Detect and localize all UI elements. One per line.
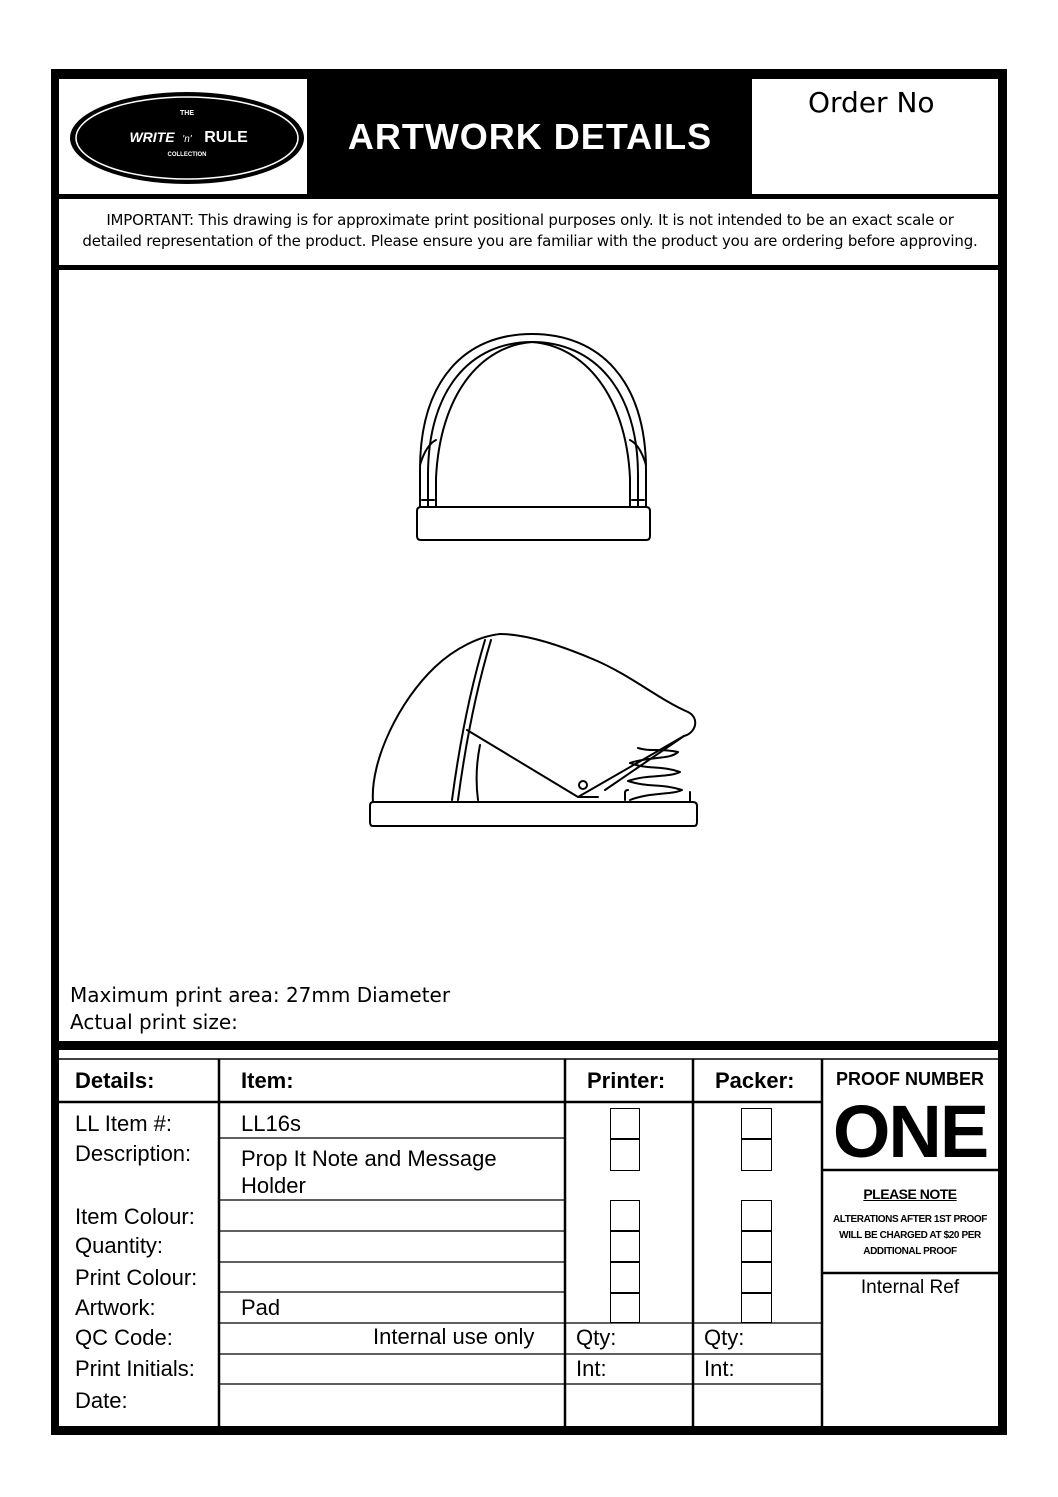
printer-check-3[interactable] bbox=[610, 1200, 640, 1231]
packer-check-3[interactable] bbox=[741, 1200, 772, 1231]
artwork-label: Artwork: bbox=[75, 1295, 156, 1320]
description-label: Description: bbox=[75, 1141, 192, 1166]
qc-code-value: Internal use only bbox=[373, 1324, 535, 1349]
print-colour-label: Print Colour: bbox=[75, 1265, 198, 1290]
logo-bottom-text: COLLECTION bbox=[167, 152, 207, 158]
please-note-heading: PLEASE NOTE bbox=[863, 1186, 957, 1202]
max-print-area: Maximum print area: 27mm Diameter bbox=[70, 983, 451, 1007]
notice-line-2: detailed representation of the product. Please ensure you are familiar with the product you are ordering before approving. bbox=[82, 232, 978, 250]
packer-check-4[interactable] bbox=[741, 1231, 772, 1262]
alterations-line-2: WILL BE CHARGED AT $20 PER bbox=[839, 1230, 981, 1241]
description-value-line2: Holder bbox=[241, 1173, 306, 1198]
details-header: Details: bbox=[75, 1068, 155, 1093]
qc-code-label: QC Code: bbox=[75, 1325, 173, 1350]
artwork-value: Pad bbox=[241, 1295, 281, 1320]
alterations-line-1: ALTERATIONS AFTER 1ST PROOF bbox=[832, 1214, 987, 1225]
logo-brand-mid: 'n' bbox=[182, 134, 192, 145]
internal-ref-label: Internal Ref bbox=[860, 1277, 960, 1298]
ll-item-value: LL16s bbox=[241, 1111, 301, 1136]
item-colour-label: Item Colour: bbox=[75, 1204, 195, 1229]
printer-check-2[interactable] bbox=[610, 1139, 640, 1171]
alterations-line-3: ADDITIONAL PROOF bbox=[863, 1246, 957, 1257]
logo-brand-right: RULE bbox=[204, 129, 248, 146]
printer-check-4[interactable] bbox=[610, 1231, 640, 1262]
ll-item-label: LL Item #: bbox=[75, 1111, 173, 1136]
packer-qty-label: Qty: bbox=[704, 1325, 745, 1350]
proof-number-value: ONE bbox=[832, 1090, 988, 1173]
packer-check-2[interactable] bbox=[741, 1139, 772, 1171]
packer-header: Packer: bbox=[715, 1068, 795, 1093]
notice-line-1: IMPORTANT: This drawing is for approximate print positional purposes only. It is not intended to be an exact scale or bbox=[106, 211, 954, 229]
printer-check-5[interactable] bbox=[610, 1262, 640, 1293]
packer-int-label: Int: bbox=[704, 1356, 735, 1381]
description-value-line1: Prop It Note and Message bbox=[241, 1146, 497, 1171]
printer-qty-label: Qty: bbox=[576, 1325, 617, 1350]
item-header: Item: bbox=[241, 1068, 294, 1093]
printer-int-label: Int: bbox=[576, 1356, 607, 1381]
packer-check-6[interactable] bbox=[741, 1293, 772, 1323]
actual-print-size: Actual print size: bbox=[70, 1010, 238, 1034]
logo-brand-left: WRITE bbox=[129, 129, 175, 145]
proof-number-title: PROOF NUMBER bbox=[836, 1069, 984, 1089]
quantity-label: Quantity: bbox=[75, 1233, 164, 1258]
packer-check-1[interactable] bbox=[741, 1108, 772, 1139]
date-label: Date: bbox=[75, 1388, 128, 1413]
page-title: ARTWORK DETAILS bbox=[347, 115, 713, 157]
packer-check-5[interactable] bbox=[741, 1262, 772, 1293]
logo-top-text: THE bbox=[180, 110, 194, 117]
printer-check-1[interactable] bbox=[610, 1108, 640, 1139]
printer-check-6[interactable] bbox=[610, 1293, 640, 1323]
printer-header: Printer: bbox=[587, 1068, 666, 1093]
order-no-label: Order No bbox=[808, 86, 935, 119]
print-initials-label: Print Initials: bbox=[75, 1356, 195, 1381]
alterations-note bbox=[826, 1212, 994, 1260]
